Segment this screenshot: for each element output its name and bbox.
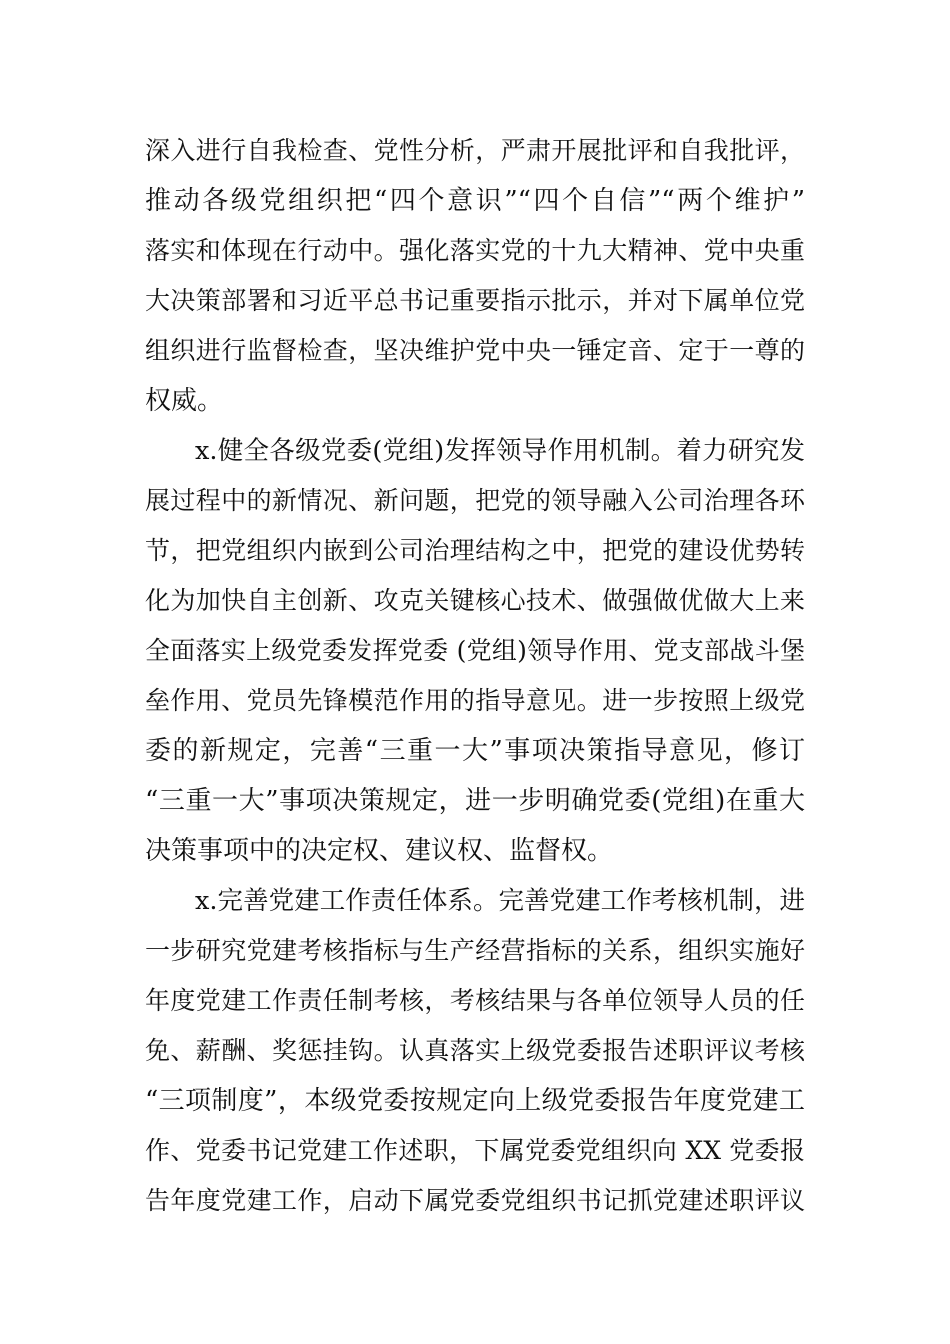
text-line-15: 决策事项中的决定权、建议权、监督权。 <box>145 836 614 866</box>
paragraph-heading-leadership: x.健全各级党委(党组)发挥领导作用机制。着力研究发 <box>195 436 805 466</box>
text-line-18: 年度党建工作责任制考核，考核结果与各单位领导人员的任 <box>145 986 805 1015</box>
text-line-4: 大决策部署和习近平总书记重要指示批示，并对下属单位党 <box>145 286 805 315</box>
text-line-2: 推动各级党组织把“四个意识”“四个自信”“两个维护” <box>145 186 805 216</box>
text-line-14: “三重一大”事项决策规定，进一步明确党委(党组)在重大 <box>145 786 805 816</box>
text-line-21: 作、党委书记党建工作述职，下属党委党组织向 XX 党委报 <box>145 1136 805 1165</box>
text-line-3: 落实和体现在行动中。强化落实党的十九大精神、党中央重 <box>145 236 805 265</box>
text-line-12: 垒作用、党员先锋模范作用的指导意见。进一步按照上级党 <box>145 686 805 715</box>
text-line-22: 告年度党建工作，启动下属党委党组织书记抓党建述职评议 <box>145 1186 805 1215</box>
text-line-19: 免、薪酬、奖惩挂钩。认真落实上级党委报告述职评议考核 <box>145 1036 805 1065</box>
paragraph-heading-responsibility: x.完善党建工作责任体系。完善党建工作考核机制，进 <box>195 886 805 916</box>
text-line-17: 一步研究党建考核指标与生产经营指标的关系，组织实施好 <box>145 936 805 965</box>
text-line-6: 权威。 <box>145 386 224 416</box>
text-line-10: 化为加快自主创新、攻克关键核心技术、做强做优做大上来 <box>145 586 805 615</box>
text-line-8: 展过程中的新情况、新问题，把党的领导融入公司治理各环 <box>145 486 805 515</box>
text-line-11: 全面落实上级党委发挥党委 (党组)领导作用、党支部战斗堡 <box>145 636 805 665</box>
text-line-9: 节，把党组织内嵌到公司治理结构之中，把党的建设优势转 <box>145 536 805 565</box>
text-line-13: 委的新规定，完善“三重一大”事项决策指导意见，修订 <box>145 736 805 766</box>
text-line-5: 组织进行监督检查，坚决维护党中央一锤定音、定于一尊的 <box>145 336 805 365</box>
text-line-20: “三项制度”，本级党委按规定向上级党委报告年度党建工 <box>145 1086 805 1116</box>
text-line-1: 深入进行自我检查、党性分析，严肃开展批评和自我批评， <box>145 136 805 165</box>
